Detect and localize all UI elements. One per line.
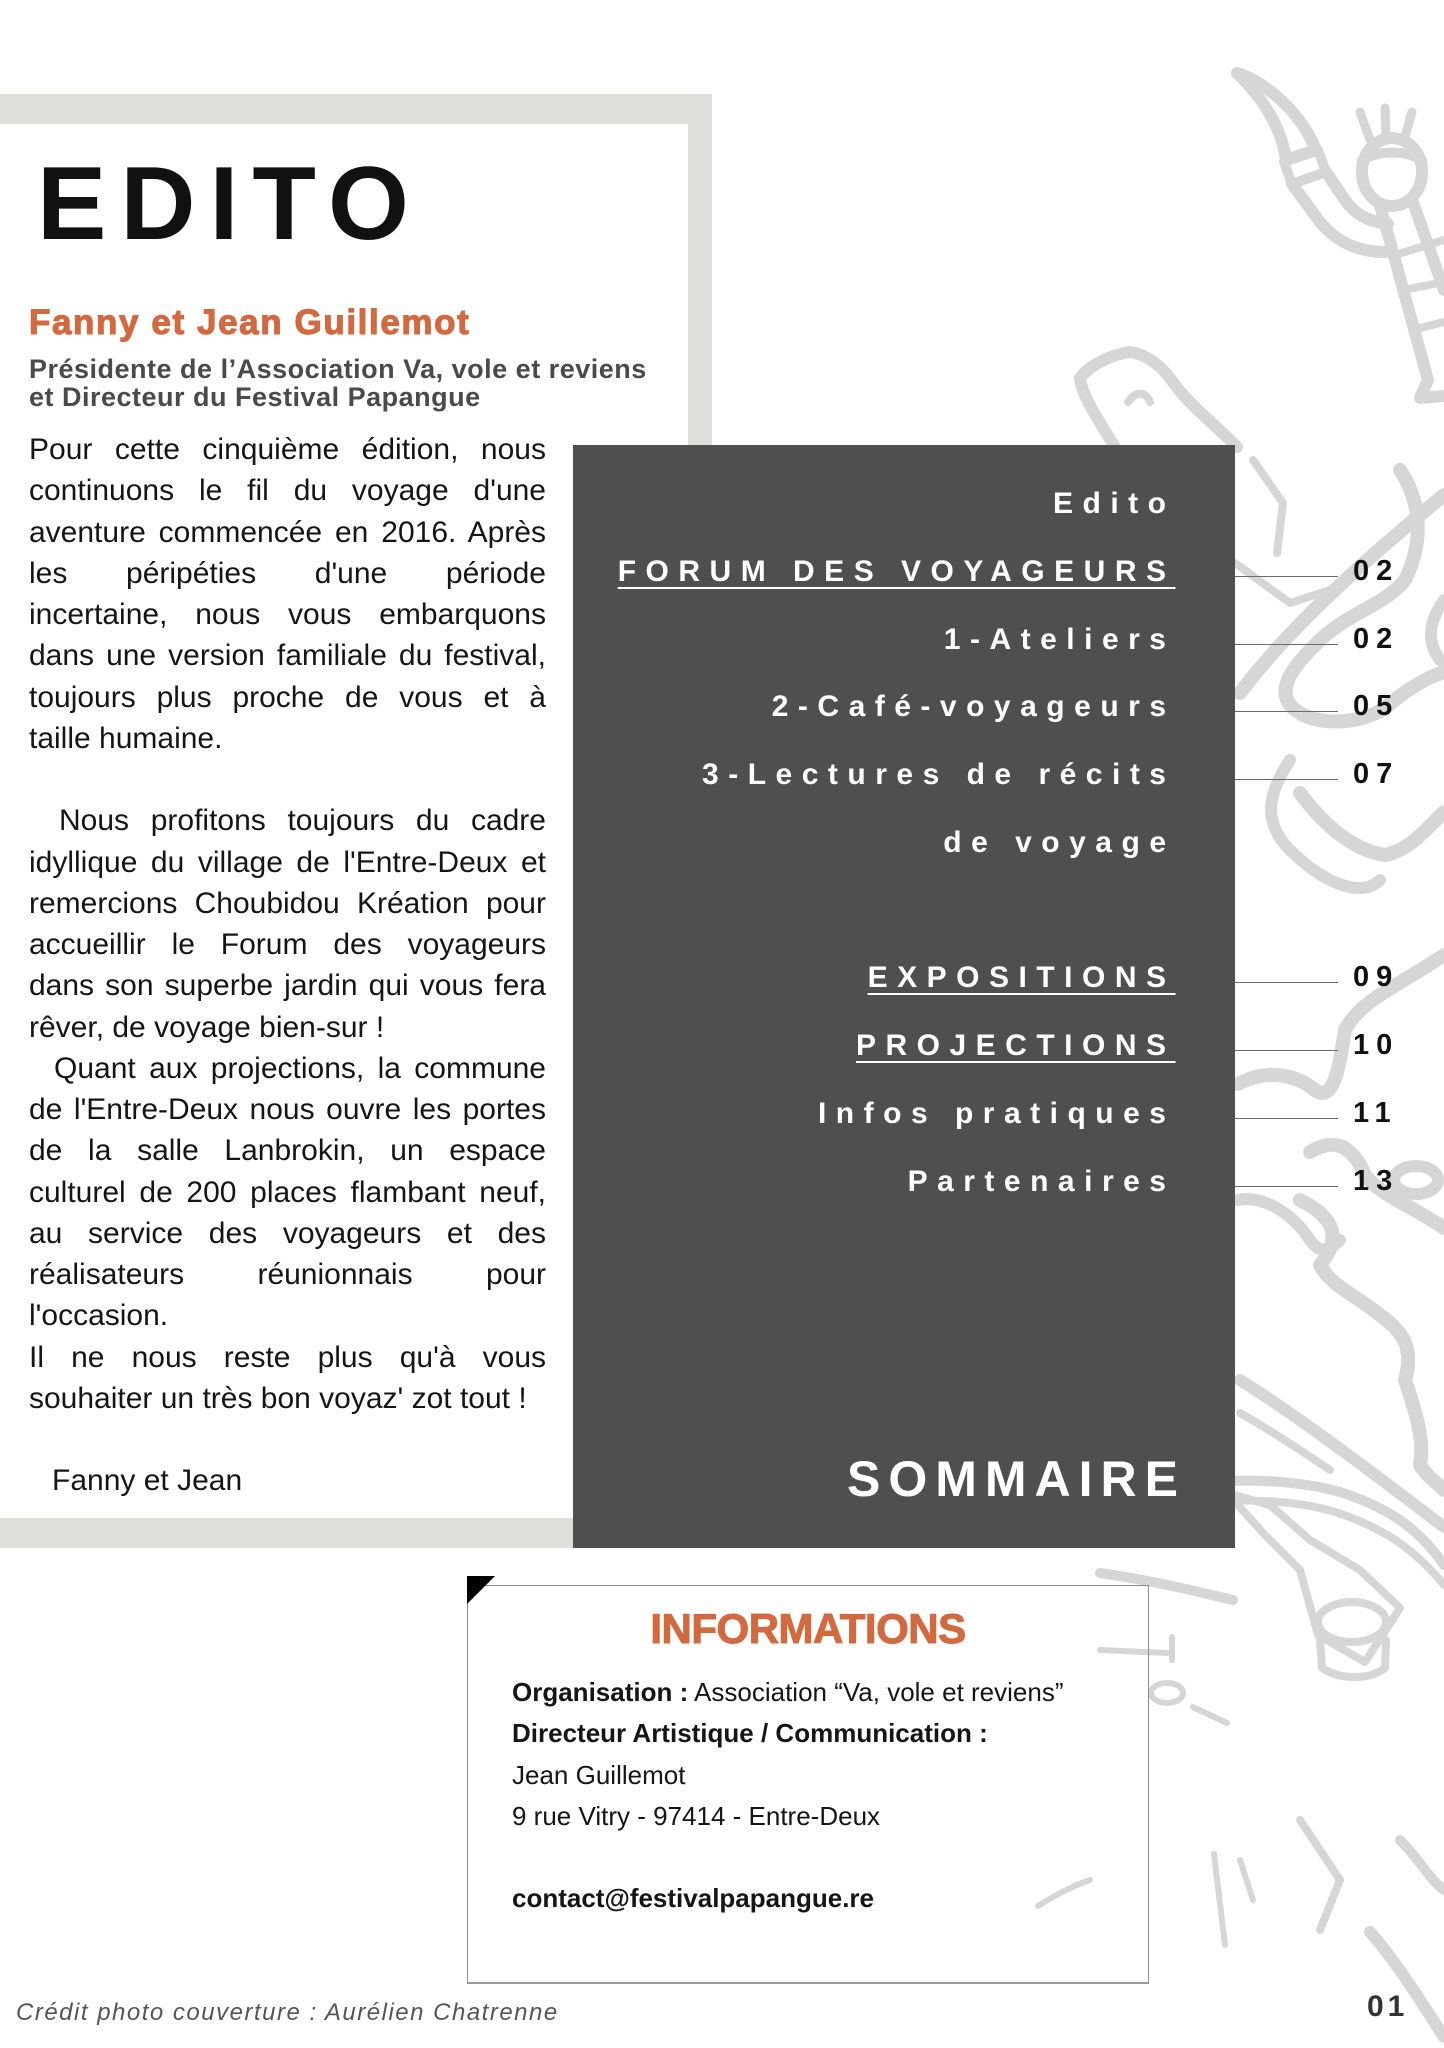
- paintbrush-character-illustration: [1080, 73, 1444, 447]
- text-line: au service des voyageurs et des: [29, 1216, 546, 1250]
- leader-line: [1235, 1118, 1338, 1119]
- page-number: 01: [1367, 1990, 1409, 2023]
- toc-item-cafe-voyageurs[interactable]: [573, 673, 1444, 741]
- leader-line: [1235, 1186, 1338, 1187]
- toc-page-number[interactable]: 02: [1353, 554, 1400, 587]
- toc-item-infos-pratiques[interactable]: [573, 1080, 1444, 1148]
- informations-details: [512, 1672, 1064, 1920]
- text-line: l'occasion.: [29, 1299, 169, 1333]
- organisation-line: [512, 1672, 1064, 1713]
- table-of-contents: [573, 470, 1444, 1215]
- text-line: culturel de 200 places flambant neuf,: [29, 1175, 546, 1209]
- director-name: Jean Guillemot: [512, 1759, 686, 1790]
- frame-right-band: [688, 94, 712, 445]
- toc-item-edito[interactable]: [573, 470, 1444, 538]
- contact-email-link[interactable]: contact@festivalpapangue.re: [512, 1883, 875, 1914]
- toc-label[interactable]: Infos pratiques: [817, 1096, 1176, 1130]
- toc-spacer: [573, 877, 1444, 945]
- text-line: rêver, de voyage bien-sur !: [29, 1010, 385, 1044]
- text-line: Il ne nous reste plus qu'à vous: [29, 1340, 546, 1374]
- toc-item-lectures-continued[interactable]: [573, 809, 1444, 877]
- toc-label[interactable]: 3-Lectures de récits: [702, 758, 1176, 791]
- text-line: Pour cette cinquième édition, nous: [29, 433, 546, 466]
- text-line: souhaiter un très bon voyaz' zot tout !: [29, 1381, 527, 1415]
- edito-signature: Fanny et Jean: [52, 1464, 243, 1498]
- author-role-line: et Directeur du Festival Papangue: [29, 382, 481, 412]
- author-name: Fanny et Jean Guillemot: [29, 303, 471, 342]
- organisation-label: Organisation :: [512, 1677, 689, 1707]
- toc-page-number[interactable]: 13: [1353, 1164, 1400, 1197]
- toc-page-number[interactable]: 10: [1353, 1029, 1400, 1061]
- text-line: idyllique du village de l'Entre-Deux et: [29, 845, 546, 879]
- text-line: les péripéties d'une période: [29, 556, 546, 590]
- edito-body: [29, 429, 546, 1502]
- text-line: dans une version familiale du festival,: [29, 639, 546, 673]
- sommaire-title: SOMMAIRE: [847, 1451, 1186, 1507]
- leader-line: [1235, 711, 1338, 712]
- toc-page-number[interactable]: 07: [1353, 758, 1400, 790]
- postal-address: 9 rue Vitry - 97414 - Entre-Deux: [512, 1800, 881, 1831]
- toc-item-expositions[interactable]: [573, 944, 1444, 1012]
- toc-label[interactable]: 1-Ateliers: [943, 622, 1176, 656]
- edito-paragraph: [29, 800, 546, 1048]
- text-line: de la salle Lanbrokin, un espace: [29, 1134, 546, 1168]
- author-roles: [29, 355, 647, 411]
- toc-item-forum[interactable]: [573, 538, 1444, 606]
- toc-item-lectures[interactable]: [573, 741, 1444, 809]
- text-line: taille humaine.: [29, 721, 223, 755]
- text-line: remercions Choubidou Kréation pour: [29, 886, 546, 920]
- leader-line: [1235, 644, 1338, 645]
- toc-page-number[interactable]: 11: [1353, 1096, 1398, 1129]
- leader-line: [1235, 576, 1338, 577]
- toc-page-number[interactable]: 02: [1353, 622, 1400, 655]
- toc-page-number[interactable]: 09: [1353, 961, 1400, 994]
- text-line: continuons le fil du voyage d'une: [29, 474, 546, 508]
- informations-box: [467, 1585, 1149, 1984]
- toc-label[interactable]: EXPOSITIONS: [867, 961, 1176, 995]
- text-line: toujours plus proche de vous et à: [29, 680, 546, 714]
- text-line: de l'Entre-Deux nous ouvre les portes: [29, 1093, 546, 1126]
- photo-credit: Crédit photo couverture : Aurélien Chatrenne: [16, 1999, 559, 2026]
- toc-label[interactable]: Partenaires: [907, 1164, 1176, 1198]
- page-title: EDITO: [37, 146, 423, 262]
- text-line: réalisateurs réunionnais pour: [29, 1258, 546, 1291]
- toc-item-ateliers[interactable]: [573, 606, 1444, 674]
- author-role-line: Présidente de l’Association Va, vole et reviens: [29, 354, 647, 384]
- edito-paragraph: [29, 1337, 546, 1420]
- text-line: aventure commencée en 2016. Après: [29, 515, 546, 549]
- edito-paragraph: [29, 1048, 546, 1337]
- toc-label[interactable]: Edito: [1053, 487, 1176, 520]
- frame-top-band: [0, 94, 712, 124]
- text-line: Nous profitons toujours du cadre: [59, 804, 546, 838]
- leader-line: [1235, 982, 1338, 983]
- toc-item-projections[interactable]: [573, 1012, 1444, 1080]
- text-line: dans son superbe jardin qui vous fera: [29, 969, 546, 1003]
- toc-label[interactable]: de voyage: [943, 825, 1176, 859]
- informations-title: INFORMATIONS: [650, 1605, 966, 1652]
- toc-page-number[interactable]: 05: [1353, 690, 1400, 723]
- text-line: incertaine, nous vous embarquons: [29, 598, 546, 631]
- director-label: Directeur Artistique / Communication :: [512, 1718, 988, 1749]
- leader-line: [1235, 779, 1338, 780]
- corner-triangle-icon: [467, 1576, 495, 1604]
- text-line: accueillir le Forum des voyageurs: [29, 928, 546, 961]
- frame-bottom-band: [0, 1518, 573, 1548]
- leader-line: [1235, 1050, 1338, 1051]
- toc-label[interactable]: 2-Café-voyageurs: [771, 690, 1176, 724]
- organisation-value: Association “Va, vole et reviens”: [688, 1677, 1064, 1707]
- toc-label[interactable]: PROJECTIONS: [855, 1029, 1176, 1062]
- toc-label[interactable]: FORUM DES VOYAGEURS: [617, 554, 1176, 588]
- toc-item-partenaires[interactable]: [573, 1148, 1444, 1216]
- text-line: Quant aux projections, la commune: [54, 1051, 546, 1085]
- edito-paragraph: [29, 429, 546, 759]
